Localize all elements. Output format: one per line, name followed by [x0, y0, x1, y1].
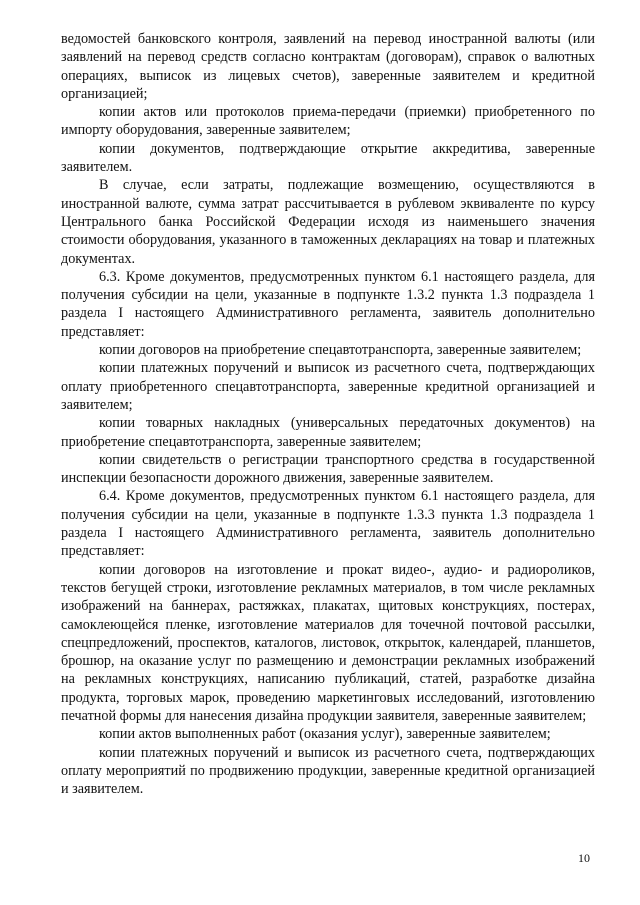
paragraph-section-6-4: 6.4. Кроме документов, предусмотренных пунктом 6.1 настоящего раздела, для получения субсидии на цели, указанные в подпункте 1.3.3 пункта 1.3 подраздела 1 раздела I настоящего Административного регламента, заявитель дополнительно представляет: — [61, 488, 595, 560]
paragraph-vehicle-contracts: копии договоров на приобретение спецавтотранспорта, заверенные заявителем; — [99, 342, 582, 359]
paragraph-promotion-payments: копии платежных поручений и выписок из расчетного счета, подтверждающих оплату мероприятий по продвижению продукции, заверенные кредитной организацией и заявителем. — [61, 744, 595, 798]
paragraph-bank-documents: ведомостей банковского контроля, заявлений на перевод иностранной валюты (или заявлений на перевод средств согласно контрактам (договорам), справок о валютных операциях, выписок из лицевых счетов), заверенные заявителем и кредитной организацией; — [61, 31, 595, 102]
paragraph-advertising-contracts: копии договоров на изготовление и прокат видео-, аудио- и радиороликов, текстов бегущей строки, изготовление рекламных материалов, в том числе рекламных изображений на баннерах, растяжках, плакатах, щитовых конструкциях, постерах, самоклеющейся пленке, изготовление материалов для точечной почтовой рассылки, спецпредложений, проспектов, каталогов, листовок, открыток, календарей, планшетов, брошюр, на оказание услуг по размещению и демонстрации рекламных изображений на рекламных конструкциях, написанию публикаций, статей, разработке дизайна продукта, торговых марок, проведению маркетинговых исследований, изготовлению печатной формы для нанесения дизайна продукции заявителя, заверенные заявителем; — [61, 561, 595, 724]
paragraph-work-acts: копии актов выполненных работ (оказания услуг), заверенные заявителем; — [99, 726, 551, 743]
paragraph-vehicle-invoices: копии товарных накладных (универсальных передаточных документов) на приобретение спецавтотранспорта, заверенные заявителем; — [61, 415, 595, 450]
paragraph-vehicle-registration: копии свидетельств о регистрации транспортного средства в государственной инспекции безопасности дорожного движения, заверенные заявителем. — [61, 451, 595, 487]
page-number: 10 — [578, 851, 590, 865]
paragraph-section-6-3: 6.3. Кроме документов, предусмотренных пунктом 6.1 настоящего раздела, для получения субсидии на цели, указанные в подпункте 1.3.2 пункта 1.3 подраздела 1 раздела I настоящего Административного регламента, заявитель дополнительно представляет: — [61, 268, 595, 340]
paragraph-letter-of-credit: копии документов, подтверждающие открытие аккредитива, заверенные заявителем. — [61, 140, 595, 176]
document-page — [61, 30, 595, 798]
paragraph-vehicle-payments: копии платежных поручений и выписок из расчетного счета, подтверждающих оплату приобретенного спецавтотранспорта, заверенные кредитной организацией и заявителем; — [61, 360, 595, 413]
paragraph-foreign-currency: В случае, если затраты, подлежащие возмещению, осуществляются в иностранной валюте, сумма затрат рассчитывается в рублевом эквиваленте по курсу Центрального банка Российской Федерации исходя из наименьшего значения стоимости оборудования, указанного в таможенных декларациях на товар и платежных документах. — [61, 177, 595, 267]
paragraph-acceptance-acts: копии актов или протоколов приема-передачи (приемки) приобретенного по импорту оборудования, заверенные заявителем; — [61, 104, 595, 139]
